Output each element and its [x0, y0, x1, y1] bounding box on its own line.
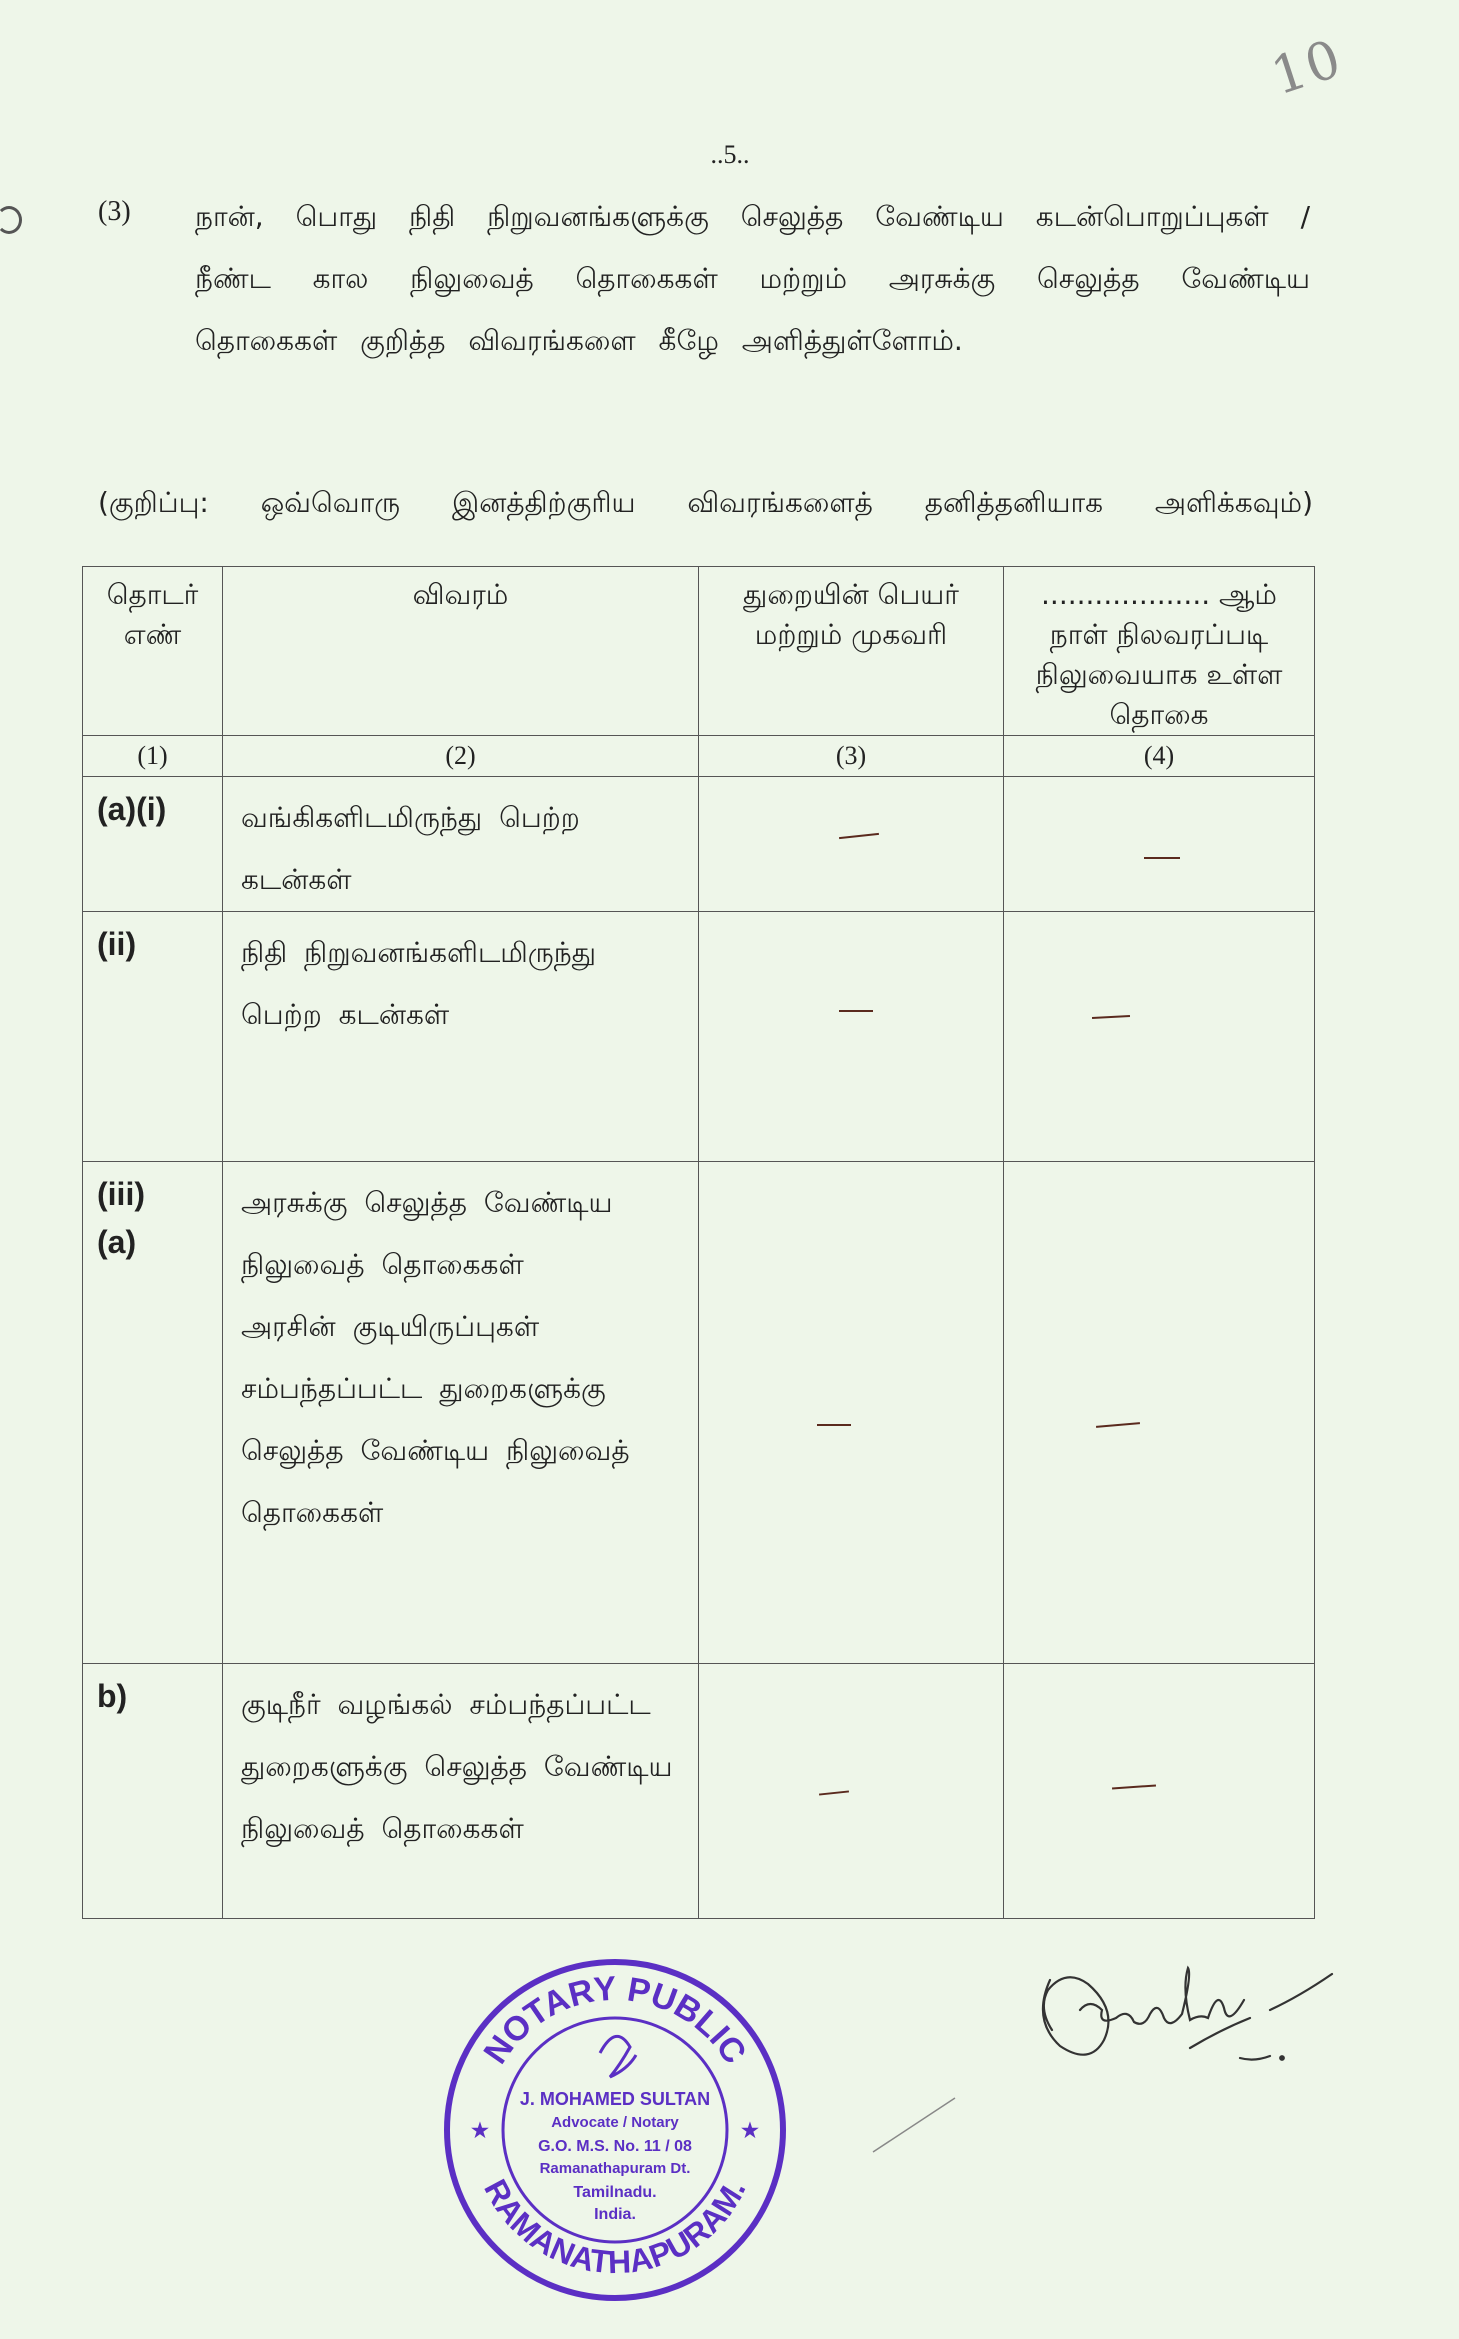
table-header-row — [83, 567, 1315, 736]
row-serial: (iii) (a) — [83, 1162, 223, 1664]
row-amount-cell — [1004, 777, 1315, 912]
blank-dash-mark — [817, 1424, 851, 1426]
row-description: நிதி நிறுவனங்களிடமிருந்து பெற்ற கடன்கள் — [223, 912, 699, 1162]
handwritten-signature — [1020, 1940, 1350, 2090]
table-row — [83, 912, 1315, 1162]
stamp-line: Tamilnadu. — [573, 2184, 657, 2201]
table-row — [83, 1162, 1315, 1664]
row-amount-cell — [1004, 912, 1315, 1162]
notary-stamp — [440, 1955, 790, 2305]
paragraph-text: நான், பொது நிதி நிறுவனங்களுக்கு செலுத்த வேண்டிய கடன்பொறுப்புகள் /நீண்ட கால நிலுவைத் தொகைகள் மற்றும் அரசுக்கு செலுத்த வேண்டிய தொகைகள் குறித்த விவரங்களை கீழே அளித்துள்ளோம். — [195, 200, 1310, 357]
header-department: துறையின் பெயர் மற்றும் முகவரி — [699, 567, 1004, 736]
blank-dash-mark — [1112, 1784, 1156, 1789]
stamp-top-arc: NOTARY PUBLIC — [476, 1969, 754, 2071]
stamp-bottom-arc: RAMANATHAPURAM. — [477, 2173, 753, 2281]
stamp-line: Advocate / Notary — [551, 2114, 679, 2131]
col-num-4: (4) — [1004, 736, 1315, 777]
paragraph-number: (3) — [98, 196, 131, 227]
stamp-line: J. MOHAMED SULTAN — [519, 2089, 711, 2109]
blank-dash-mark — [1092, 1015, 1130, 1019]
row-serial: (ii) — [83, 912, 223, 1162]
row-department-cell — [699, 912, 1004, 1162]
table-row — [83, 777, 1315, 912]
stamp-star-right: ★ — [741, 2120, 759, 2142]
stamp-star-left: ★ — [471, 2120, 489, 2142]
stamp-line: Ramanathapuram Dt. — [539, 2160, 691, 2177]
page-marker: ..5.. — [710, 140, 750, 169]
blank-dash-mark — [839, 1010, 873, 1012]
header-description: விவரம் — [223, 567, 699, 736]
blank-dash-mark — [1096, 1422, 1140, 1428]
stamp-line: G.O. M.S. No. 11 / 08 — [538, 2138, 692, 2155]
dues-table — [82, 566, 1315, 1919]
stamp-line: India. — [594, 2206, 636, 2223]
stamp-emblem — [600, 2036, 636, 2077]
blank-dash-mark — [839, 833, 879, 839]
table-row — [83, 1664, 1315, 1919]
row-description: வங்கிகளிடமிருந்து பெற்ற கடன்கள் — [223, 777, 699, 912]
punch-hole-mark — [0, 206, 22, 234]
row-serial: (a)(i) — [83, 777, 223, 912]
row-serial: b) — [83, 1664, 223, 1919]
header-serial-no: தொடர் எண் — [83, 567, 223, 736]
row-department-cell — [699, 1664, 1004, 1919]
column-number-row — [83, 736, 1315, 777]
blank-dash-mark — [819, 1790, 849, 1795]
blank-dash-mark — [1144, 857, 1180, 859]
note-text: (குறிப்பு: ஒவ்வொரு இனத்திற்குரிய விவரங்களைத் தனித்தனியாக அளிக்கவும்) — [98, 486, 1313, 519]
col-num-2: (2) — [223, 736, 699, 777]
row-description: அரசுக்கு செலுத்த வேண்டிய நிலுவைத் தொகைகள் அரசின் குடியிருப்புகள் சம்பந்தப்பட்ட துறைகளுக்கு செலுத்த வேண்டிய நிலுவைத் தொகைகள் — [223, 1162, 699, 1664]
row-description: குடிநீர் வழங்கல் சம்பந்தப்பட்ட துறைகளுக்கு செலுத்த வேண்டிய நிலுவைத் தொகைகள் — [223, 1664, 699, 1919]
stray-pen-stroke — [865, 2090, 965, 2160]
handwritten-page-number: 10 — [1264, 28, 1350, 108]
row-department-cell — [699, 1162, 1004, 1664]
col-num-3: (3) — [699, 736, 1004, 777]
col-num-1: (1) — [83, 736, 223, 777]
row-department-cell — [699, 777, 1004, 912]
header-amount-due: ................... ஆம் நாள் நிலவரப்படி நிலுவையாக உள்ள தொகை — [1004, 567, 1315, 736]
row-amount-cell — [1004, 1664, 1315, 1919]
row-amount-cell — [1004, 1162, 1315, 1664]
